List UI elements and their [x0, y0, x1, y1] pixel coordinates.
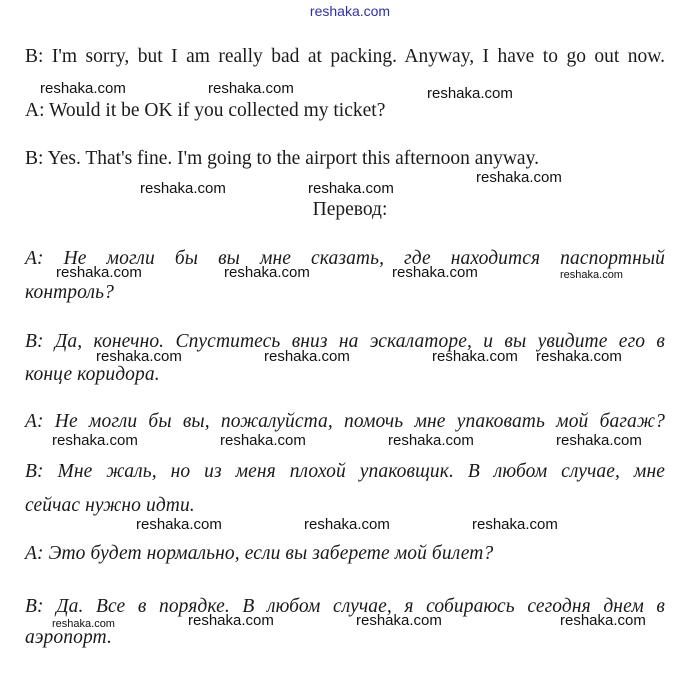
watermark: reshaka.com — [427, 85, 513, 102]
russian-line-1: А: Не могли бы вы мне сказать, где находится паспортный — [25, 248, 665, 269]
russian-line-4: конце коридора. — [25, 364, 160, 385]
watermark: reshaka.com — [136, 516, 222, 533]
watermark: reshaka.com — [224, 264, 310, 281]
english-line-3: B: Yes. That's fine. I'm going to the airport this afternoon anyway. — [25, 148, 539, 169]
header-watermark: reshaka.com — [309, 3, 391, 19]
watermark: reshaka.com — [476, 169, 562, 186]
watermark: reshaka.com — [56, 264, 142, 281]
russian-line-6: В: Мне жаль, но из меня плохой упаковщик. В любом случае, мне — [25, 461, 665, 482]
watermark: reshaka.com — [264, 348, 350, 365]
watermark: reshaka.com — [52, 618, 115, 630]
watermark: reshaka.com — [304, 516, 390, 533]
watermark: reshaka.com — [560, 612, 646, 629]
english-line-1: B: I'm sorry, but I am really bad at packing. Anyway, I have to go out now. — [25, 46, 665, 67]
russian-line-8: А: Это будет нормально, если вы заберете мой билет? — [25, 543, 494, 564]
russian-line-5: А: Не могли бы вы, пожалуйста, помочь мне упаковать мой багаж? — [25, 411, 665, 432]
watermark: reshaka.com — [472, 516, 558, 533]
watermark: reshaka.com — [556, 432, 642, 449]
watermark: reshaka.com — [96, 348, 182, 365]
watermark: reshaka.com — [432, 348, 518, 365]
russian-line-2: контроль? — [25, 282, 114, 303]
russian-line-7: сейчас нужно идти. — [25, 495, 195, 516]
watermark: reshaka.com — [388, 432, 474, 449]
russian-line-9: В: Да. Все в порядке. В любом случае, я собираюсь сегодня днем в — [25, 596, 665, 617]
russian-line-10: аэропорт. — [25, 627, 112, 648]
watermark: reshaka.com — [40, 80, 126, 97]
watermark: reshaka.com — [392, 264, 478, 281]
russian-line-3: В: Да, конечно. Спуститесь вниз на эскалаторе, и вы увидите его в — [25, 331, 665, 352]
watermark: reshaka.com — [52, 432, 138, 449]
watermark: reshaka.com — [208, 80, 294, 97]
translation-title: Перевод: — [312, 199, 388, 220]
watermark: reshaka.com — [140, 180, 226, 197]
english-line-2: A: Would it be OK if you collected my ticket? — [25, 100, 386, 121]
watermark: reshaka.com — [356, 612, 442, 629]
watermark: reshaka.com — [220, 432, 306, 449]
watermark: reshaka.com — [560, 269, 623, 281]
watermark: reshaka.com — [308, 180, 394, 197]
watermark: reshaka.com — [536, 348, 622, 365]
watermark: reshaka.com — [188, 612, 274, 629]
